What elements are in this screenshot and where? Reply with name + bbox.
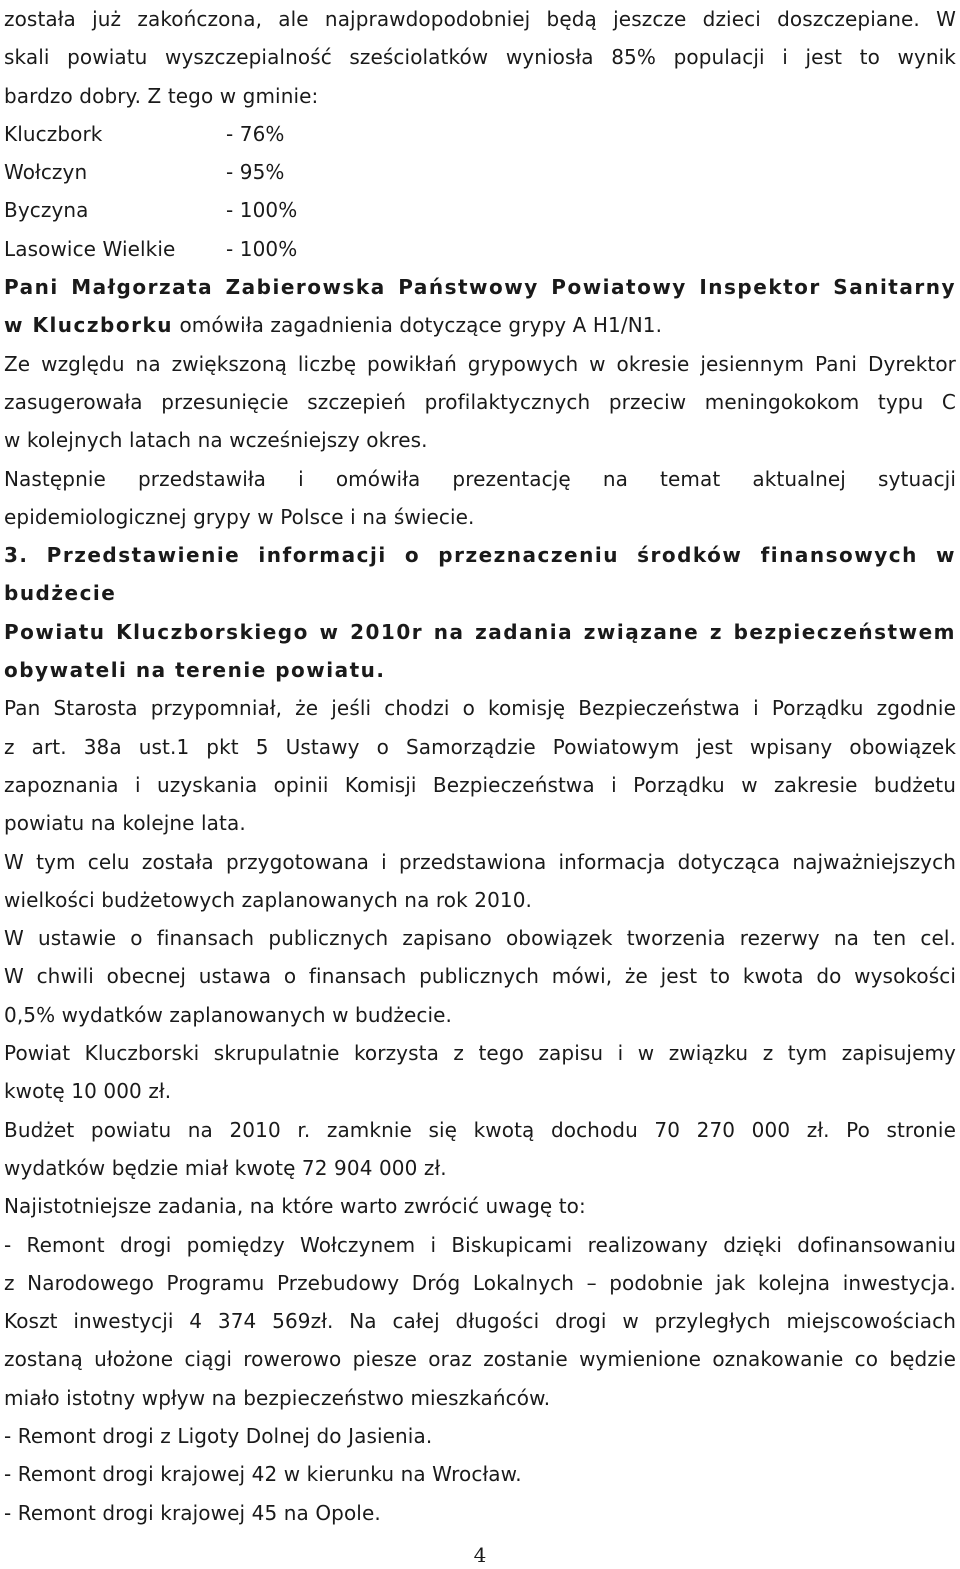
text-line: zostaną ułożone ciągi rowerowo piesze oraz zostanie wymienione oznakowanie co będzie: [4, 1347, 956, 1372]
gmina-value: - 100%: [226, 236, 298, 261]
text-line: W tym celu została przygotowana i przedstawiona informacja dotycząca najważniejszych: [4, 849, 956, 874]
text-line: W chwili obecnej ustawa o finansach publicznych mówi, że jest to kwota do wysokości: [4, 964, 956, 989]
text-line: została już zakończona, ale najprawdopodobniej będą jeszcze dzieci doszczepiane. W: [4, 7, 956, 31]
text-line: wielkości budżetowych zaplanowanych na rok 2010.: [4, 887, 533, 912]
list-item: - Remont drogi pomiędzy Wołczynem i Biskupicami realizowany dzięki dofinansowaniu: [4, 1232, 956, 1257]
section-heading: obywateli na terenie powiatu.: [4, 658, 386, 683]
page-number: 4: [473, 1543, 487, 1567]
text-line: bardzo dobry. Z tego w gminie:: [4, 83, 319, 108]
text-line: w kolejnych latach na wcześniejszy okres.: [4, 428, 428, 453]
text-line: Powiat Kluczborski skrupulatnie korzysta z tego zapisu i w związku z tym zapisujemy: [4, 1041, 956, 1066]
inspector-location: w Kluczborku: [4, 313, 173, 338]
text-line: Najistotniejsze zadania, na które warto zwrócić uwagę to:: [4, 1194, 586, 1219]
list-item: - Remont drogi z Ligoty Dolnej do Jasienia.: [4, 1423, 433, 1448]
text-line: zapoznania i uzyskania opinii Komisji Bezpieczeństwa i Porządku w zakresie budżetu: [4, 772, 956, 797]
text-line: z Narodowego Programu Przebudowy Dróg Lokalnych – podobnie jak kolejna inwestycja.: [4, 1270, 956, 1295]
text-line: Pan Starosta przypomniał, że jeśli chodzi o komisję Bezpieczeństwa i Porządku zgodnie: [4, 696, 956, 721]
text-line: miało istotny wpływ na bezpieczeństwo mieszkańców.: [4, 1385, 551, 1410]
text-line: Następnie przedstawiła i omówiła prezentację na temat aktualnej sytuacji: [4, 466, 956, 491]
gmina-row: [4, 230, 956, 268]
gmina-name: Byczyna: [4, 198, 89, 223]
text-line: zasugerowała przesunięcie szczepień profilaktycznych przeciw meningokokom typu C: [4, 389, 956, 414]
section-heading: 3. Przedstawienie informacji o przeznaczeniu środków finansowych w budżecie: [4, 543, 956, 606]
text-line: kwotę 10 000 zł.: [4, 1079, 172, 1104]
text-line: Koszt inwestycji 4 374 569zł. Na całej długości drogi w przyległych miejscowościach: [4, 1309, 956, 1334]
text-line: Budżet powiatu na 2010 r. zamknie się kwotą dochodu 70 270 000 zł. Po stronie: [4, 1117, 956, 1142]
inspector-topic: omówiła zagadnienia dotyczące grypy A H1/N1.: [173, 313, 663, 338]
gmina-row: [4, 115, 956, 153]
text-line: W ustawie o finansach publicznych zapisano obowiązek tworzenia rezerwy na ten cel.: [4, 926, 956, 951]
gmina-name: Kluczbork: [4, 121, 103, 146]
text-line: epidemiologicznej grypy w Polsce i na świecie.: [4, 504, 475, 529]
text-line: wydatków będzie miał kwotę 72 904 000 zł.: [4, 1155, 447, 1180]
document-page: [4, 0, 956, 1532]
gmina-name: Wołczyn: [4, 160, 88, 185]
gmina-row: [4, 191, 956, 229]
text-line: [4, 306, 956, 344]
list-item: - Remont drogi krajowej 45 na Opole.: [4, 1500, 381, 1525]
gmina-value: - 100%: [226, 198, 298, 223]
text-line: z art. 38a ust.1 pkt 5 Ustawy o Samorządzie Powiatowym jest wpisany obowiązek: [4, 734, 956, 759]
text-line: skali powiatu wyszczepialność sześciolatków wyniosła 85% populacji i jest to wynik: [4, 45, 956, 70]
text-line: Ze względu na zwiększoną liczbę powikłań grypowych w okresie jesiennym Pani Dyrektor: [4, 351, 956, 376]
gmina-value: - 76%: [226, 121, 285, 146]
gmina-name: Lasowice Wielkie: [4, 236, 176, 261]
inspector-name: Pani Małgorzata Zabierowska Państwowy Powiatowy Inspektor Sanitarny: [4, 275, 956, 300]
gmina-row: [4, 153, 956, 191]
text-line: powiatu na kolejne lata.: [4, 811, 246, 836]
text-line: 0,5% wydatków zaplanowanych w budżecie.: [4, 1002, 453, 1027]
section-heading: Powiatu Kluczborskiego w 2010r na zadania związane z bezpieczeństwem: [4, 619, 956, 644]
gmina-value: - 95%: [226, 160, 285, 185]
list-item: - Remont drogi krajowej 42 w kierunku na Wrocław.: [4, 1462, 522, 1487]
